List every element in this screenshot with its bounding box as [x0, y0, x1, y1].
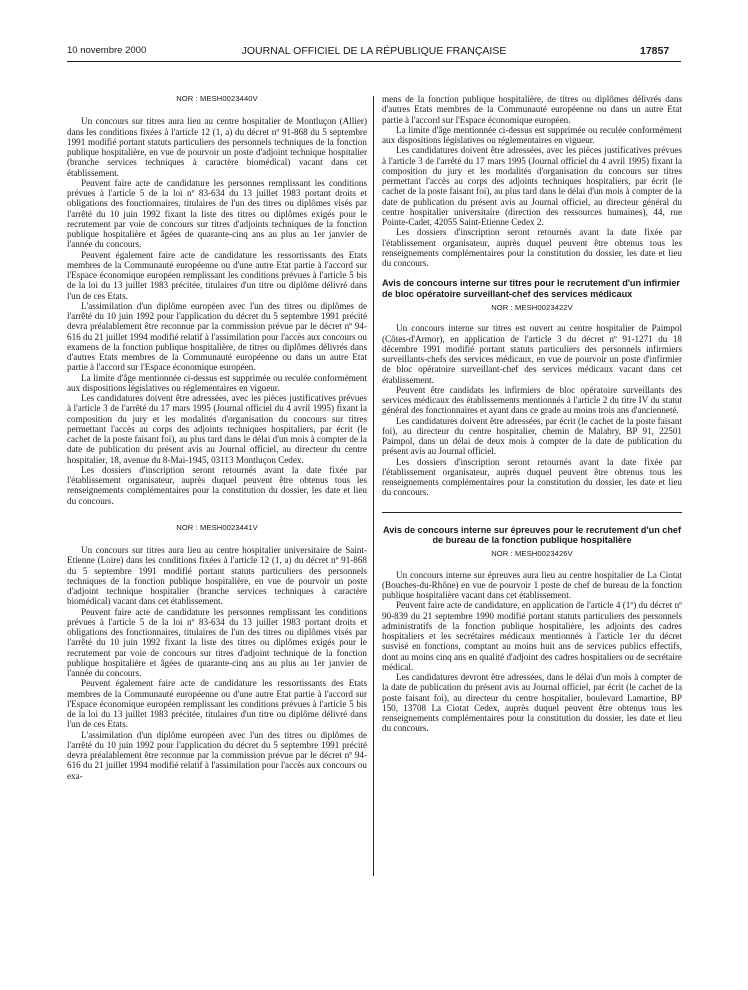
- paragraph: Un concours sur titres aura lieu au centre hospitalier universitaire de Saint-Etienne (Loire) dans les conditions fixées à l'article 12 (1, a) du décret nº 91-868 du 5 septembre 1991 modifié portant statuts particuliers des personnels techniques de la fonction publique hospitalière, en vue de pourvoir un poste d'adjoint technique hospitalier (branche services techniques à caractère biomédical) vacant dans cet établissement.: [67, 545, 367, 607]
- paragraph: La limite d'âge mentionnée ci-dessus est supprimée ou reculée conformément aux dispositions législatives ou réglementaires en vigueur.: [382, 124, 682, 145]
- paragraph: Peuvent faire acte de candidature les personnes remplissant les conditions prévues à l'article 5 de la loi nº 83-634 du 13 juillet 1983 portant droits et obligations des fonctionnaires, titulaires de l'un des titres ou diplômes visés par l'arrêté du 10 juin 1992 fixant la liste des titres ou diplômes exigés pour le recrutement par voie de concours sur titres d'adjoints techniques de la fonction publique hospitalière et âgées de quarante-cinq ans au plus au 1er janvier de l'année du concours.: [67, 177, 367, 250]
- paragraph: Un concours interne sur titres est ouvert au centre hospitalier de Paimpol (Côtes-d'Armor), en application de l'article 3 du décret nº 91-1271 du 18 décembre 1991 modifié portant statuts particuliers des personnels infirmiers surveillants-chefs des services médicaux, en vue de pourvoir un poste d'infirmier de bloc opératoire surveillant-chef des services médicaux vacant dans cet établissement.: [382, 323, 682, 385]
- left-column: [67, 94, 367, 781]
- nor-reference: NOR : MESH0023441V: [176, 522, 258, 532]
- paragraph: Peuvent être candidats les infirmiers de bloc opératoire surveillants des services médicaux des établissements mentionnés à l'article 2 du titre IV du statut général des fonctionnaires et ayant dans ce grade au moins trois ans d'ancienneté.: [382, 384, 682, 416]
- paragraph: Les candidatures doivent être adressées, par écrit (le cachet de la poste faisant foi), au directeur du centre hospitalier, chemin de Malabry, BP 91, 22501 Paimpol, dans un délai de deux mois à compter de la date de publication du présent avis au Journal officiel.: [382, 415, 682, 457]
- paragraph: Un concours interne sur épreuves aura lieu au centre hospitalier de La Ciotat (Bouches-du-Rhône) en vue de pourvoir 1 poste de chef de bureau de la fonction publique hospitalière vacant dans cet établissement.: [382, 569, 682, 601]
- journal-title: JOURNAL OFFICIEL DE LA RÉPUBLIQUE FRANÇAISE: [241, 45, 507, 57]
- paragraph: Peuvent également faire acte de candidature les ressortissants des Etats membres de la Communauté européenne ou d'une autre Etat partie à l'accord sur l'Espace économique européen remplissant les conditions prévues à l'article 5 bis de la loi du 13 juillet 1983 précitée, titulaires d'un titre ou diplôme délivré dans l'un de ces Etats.: [67, 678, 367, 730]
- paragraph: Peuvent faire acte de candidature les personnes remplissant les conditions prévues à l'article 5 de la loi nº 83-634 du 13 juillet 1983 portant droits et obligations des fonctionnaires, titulaires de l'un des titres ou diplômes visés par l'arrêté du 10 juin 1992 fixant la liste des titres ou diplômes exigés pour le recrutement par voie de concours sur titres d'adjoint technique de la fonction publique hospitalière et âgées de quarante-cinq ans au plus au 1er janvier de l'année du concours.: [67, 606, 367, 678]
- section-separator: [382, 512, 682, 513]
- paragraph: L'assimilation d'un diplôme européen avec l'un des titres ou diplômes de l'arrêté du 10 juin 1992 pour l'application du décret du 5 septembre 1991 précité devra préalablement être reconnue par la commission prévue par le décret nº 94-616 du 21 juillet 1994 modifié relatif à l'assimilation pour l'accès aux concours ou examens de la fonction publique hospitalière, de titres ou diplômes délivrés dans d'autres Etats membres de la Communauté européenne ou dans un autre Etat partie à l'accord sur l'Espace économique européen.: [67, 300, 367, 373]
- page-number: 17857: [640, 45, 670, 57]
- notice-heading: Avis de concours interne sur épreuves pour le recrutement d'un chef de bureau de la fonction publique hospitalière: [383, 524, 681, 545]
- paragraph: Les dossiers d'inscription seront retournés avant la date fixée par l'établissement organisateur, auprès duquel peuvent être obtenus tous les renseignements complémentaires pour la constitution du dossier, les date et lieu du concours.: [382, 456, 682, 498]
- header-date: 10 novembre 2000: [67, 45, 147, 56]
- header-rule: [67, 61, 681, 62]
- paragraph: Les candidatures doivent être adressées, avec les pièces justificatives prévues à l'article 3 de l'arrêté du 17 mars 1995 (Journal officiel du 4 avril 1995) fixant la composition du jury et les modalités d'organisation du concours sur titres permettant l'accès au corps des adjoints techniques hospitaliers, par écrit (le cachet de la poste faisant foi), au plus tard dans le délai d'un mois à compter de la date de publication du présent avis au Journal officiel, au directeur du centre hospitalier, 18, avenue du 8-Mai-1945, 03113 Montluçon Cedex.: [67, 393, 367, 465]
- paragraph: Les candidatures devront être adressées, dans le délai d'un mois à compter de la date de publication du présent avis au Journal officiel, par écrit (le cachet de la poste faisant foi), au directeur du centre hospitalier, boulevard Lamartine, BP 150, 13708 La Ciotat Cedex, auprès duquel peuvent être obtenus tous les renseignements complémentaires pour la constitution du dossier, les date et lieu du concours.: [382, 672, 682, 734]
- paragraph: La limite d'âge mentionnée ci-dessus est supprimée ou reculée conformément aux dispositions législatives ou réglementaires en vigueur.: [67, 372, 367, 393]
- notice-heading: Avis de concours interne sur titres pour le recrutement d'un infirmier de bloc opératoire surveillant-chef des services médicaux: [382, 278, 680, 299]
- paragraph: Peuvent également faire acte de candidature les ressortissants des Etats membres de la Communauté européenne ou d'une autre Etat partie à l'accord sur l'Espace économique européen remplissant les conditions prévues à l'article 5 bis de la loi du 13 juillet 1983 précitée, titulaires d'un titre ou diplôme délivré dans l'un de ces Etats.: [67, 249, 367, 301]
- column-divider: [373, 96, 374, 876]
- right-column: [382, 94, 682, 734]
- paragraph: Peuvent faire acte de candidature, en application de l'article 4 (1º) du décret nº 90-839 du 21 septembre 1990 modifié portant statuts particuliers des personnels administratifs de la fonction publique hospitalière, les adjoints des cadres hospitaliers et les secrétaires médicaux mentionnés à l'article 1er du décret susvisé en fonctions, comptant au moins huit ans de services publics effectifs, dont au moins cinq ans en qualité d'adjoint des cadres hospitaliers ou de secrétaire médical.: [382, 600, 682, 672]
- paragraph: Les candidatures doivent être adressées, avec les pièces justificatives prévues à l'article 3 de l'arrêté du 17 mars 1995 (Journal officiel du 4 avril 1995) fixant la composition du jury et les modalités d'organisation du concours sur titres permettant l'accès au corps des adjoints techniques hospitaliers, par écrit (le cachet de la poste faisant foi), au plus tard dans le délai d'un mois à compter de la date de publication du présent avis au Journal officiel, au directeur général du centre hospitalier universitaire (direction des ressources humaines), 44, rue Pointe-Cadet, 42055 Saint-Etienne Cedex 2.: [382, 145, 682, 227]
- nor-reference: NOR : MESH0023440V: [176, 94, 258, 103]
- paragraph: Les dossiers d'inscription seront retournés avant la date fixée par l'établissement organisateur, auprès duquel peuvent être obtenus tous les renseignements complémentaires pour la constitution du dossier, les date et lieu du concours.: [67, 464, 367, 506]
- paragraph: L'assimilation d'un diplôme européen avec l'un des titres ou diplômes de l'arrêté du 10 juin 1992 pour l'application du décret du 5 septembre 1991 précité devra préalablement être reconnue par la commission prévue par le décret nº 94-616 du 21 juillet 1994 modifié relatif à l'assimilation pour l'accès aux concours ou exa-: [67, 729, 367, 781]
- spacer: [382, 268, 682, 278]
- paragraph-continued: mens de la fonction publique hospitalière, de titres ou diplômes délivrés dans d'autres Etats membres de la Communauté européenne ou dans un autre Etat partie à l'accord sur l'Espace économique européen.: [382, 94, 682, 125]
- nor-reference: NOR : MESH0023422V: [491, 303, 573, 313]
- paragraph: Les dossiers d'inscription seront retournés avant la date fixée par l'établissement organisateur, auprès duquel peuvent être obtenus tous les renseignements complémentaires pour la constitution du dossier, les date et lieu du concours.: [382, 227, 682, 268]
- paragraph: Un concours sur titres aura lieu au centre hospitalier de Montluçon (Allier) dans les conditions fixées à l'article 12 (1, a) du décret nº 91-868 du 5 septembre 1991 modifié portant statuts particuliers des personnels techniques de la fonction publique hospitalière, en vue de pourvoir un poste d'adjoint technique hospitalier (branche services techniques à caractère biomédical) vacant dans cet établissement.: [67, 116, 367, 178]
- nor-reference: NOR : MESH0023426V: [491, 549, 573, 559]
